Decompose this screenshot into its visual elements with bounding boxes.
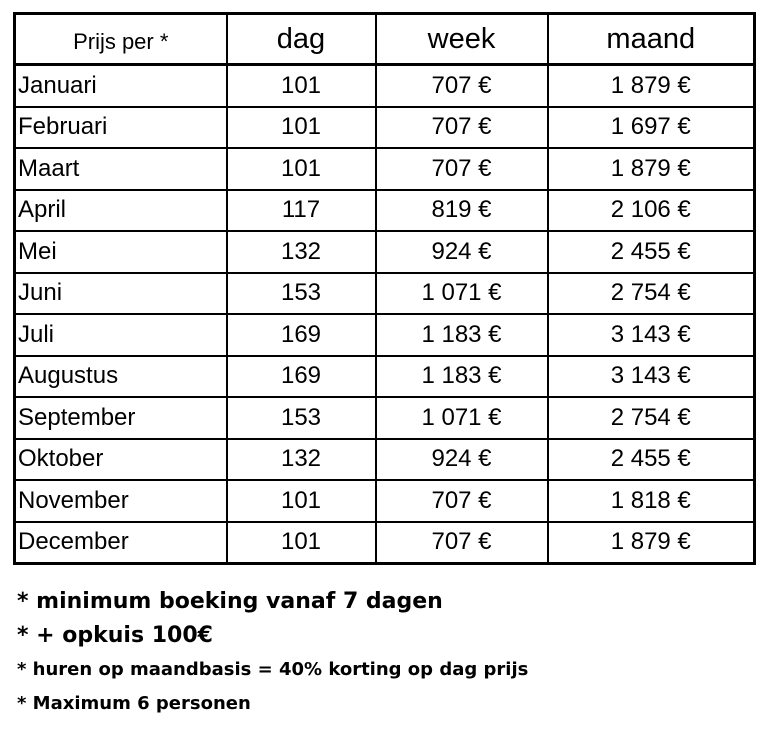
month-cell: Mei xyxy=(15,231,227,273)
table-row xyxy=(15,190,755,232)
month-cell: December xyxy=(15,522,227,564)
maand-price-cell: 1 879 € xyxy=(548,148,755,190)
header-prijs-per: Prijs per * xyxy=(15,14,227,65)
table-row xyxy=(15,522,755,564)
header-dag: dag xyxy=(227,14,376,65)
dag-price-cell: 132 xyxy=(227,231,376,273)
dag-price-cell: 101 xyxy=(227,522,376,564)
week-price-cell: 707 € xyxy=(376,480,548,522)
week-price-cell: 1 183 € xyxy=(376,314,548,356)
week-price-cell: 924 € xyxy=(376,231,548,273)
table-row xyxy=(15,480,755,522)
table-row xyxy=(15,231,755,273)
week-price-cell: 707 € xyxy=(376,107,548,149)
maand-price-cell: 2 455 € xyxy=(548,439,755,481)
week-price-cell: 819 € xyxy=(376,190,548,232)
week-price-cell: 707 € xyxy=(376,148,548,190)
note-minimum-booking: * minimum boeking vanaf 7 dagen xyxy=(17,589,443,614)
maand-price-cell: 2 754 € xyxy=(548,397,755,439)
table-row xyxy=(15,65,755,107)
table-row xyxy=(15,397,755,439)
week-price-cell: 1 183 € xyxy=(376,356,548,398)
maand-price-cell: 1 879 € xyxy=(548,65,755,107)
note-monthly-discount: * huren op maandbasis = 40% korting op dag prijs xyxy=(17,659,529,680)
header-row xyxy=(15,14,755,65)
dag-price-cell: 153 xyxy=(227,273,376,315)
note-cleaning-fee: * + opkuis 100€ xyxy=(17,623,213,648)
dag-price-cell: 169 xyxy=(227,314,376,356)
maand-price-cell: 2 455 € xyxy=(548,231,755,273)
week-price-cell: 707 € xyxy=(376,522,548,564)
dag-price-cell: 101 xyxy=(227,480,376,522)
table-row xyxy=(15,148,755,190)
maand-price-cell: 3 143 € xyxy=(548,314,755,356)
header-maand: maand xyxy=(548,14,755,65)
price-table xyxy=(13,12,756,565)
dag-price-cell: 101 xyxy=(227,107,376,149)
month-cell: Juni xyxy=(15,273,227,315)
table-row xyxy=(15,439,755,481)
note-max-persons: * Maximum 6 personen xyxy=(17,693,251,714)
month-cell: Oktober xyxy=(15,439,227,481)
week-price-cell: 1 071 € xyxy=(376,397,548,439)
dag-price-cell: 117 xyxy=(227,190,376,232)
maand-price-cell: 1 879 € xyxy=(548,522,755,564)
month-cell: Januari xyxy=(15,65,227,107)
month-cell: Maart xyxy=(15,148,227,190)
month-cell: Februari xyxy=(15,107,227,149)
dag-price-cell: 132 xyxy=(227,439,376,481)
dag-price-cell: 169 xyxy=(227,356,376,398)
week-price-cell: 924 € xyxy=(376,439,548,481)
footnotes xyxy=(17,589,528,723)
maand-price-cell: 1 697 € xyxy=(548,107,755,149)
maand-price-cell: 2 106 € xyxy=(548,190,755,232)
dag-price-cell: 101 xyxy=(227,148,376,190)
week-price-cell: 707 € xyxy=(376,65,548,107)
dag-price-cell: 153 xyxy=(227,397,376,439)
table-row xyxy=(15,314,755,356)
month-cell: Augustus xyxy=(15,356,227,398)
header-week: week xyxy=(376,14,548,65)
month-cell: April xyxy=(15,190,227,232)
month-cell: November xyxy=(15,480,227,522)
week-price-cell: 1 071 € xyxy=(376,273,548,315)
maand-price-cell: 1 818 € xyxy=(548,480,755,522)
month-cell: Juli xyxy=(15,314,227,356)
table-row xyxy=(15,356,755,398)
maand-price-cell: 3 143 € xyxy=(548,356,755,398)
table-row xyxy=(15,273,755,315)
table-row xyxy=(15,107,755,149)
month-cell: September xyxy=(15,397,227,439)
maand-price-cell: 2 754 € xyxy=(548,273,755,315)
dag-price-cell: 101 xyxy=(227,65,376,107)
